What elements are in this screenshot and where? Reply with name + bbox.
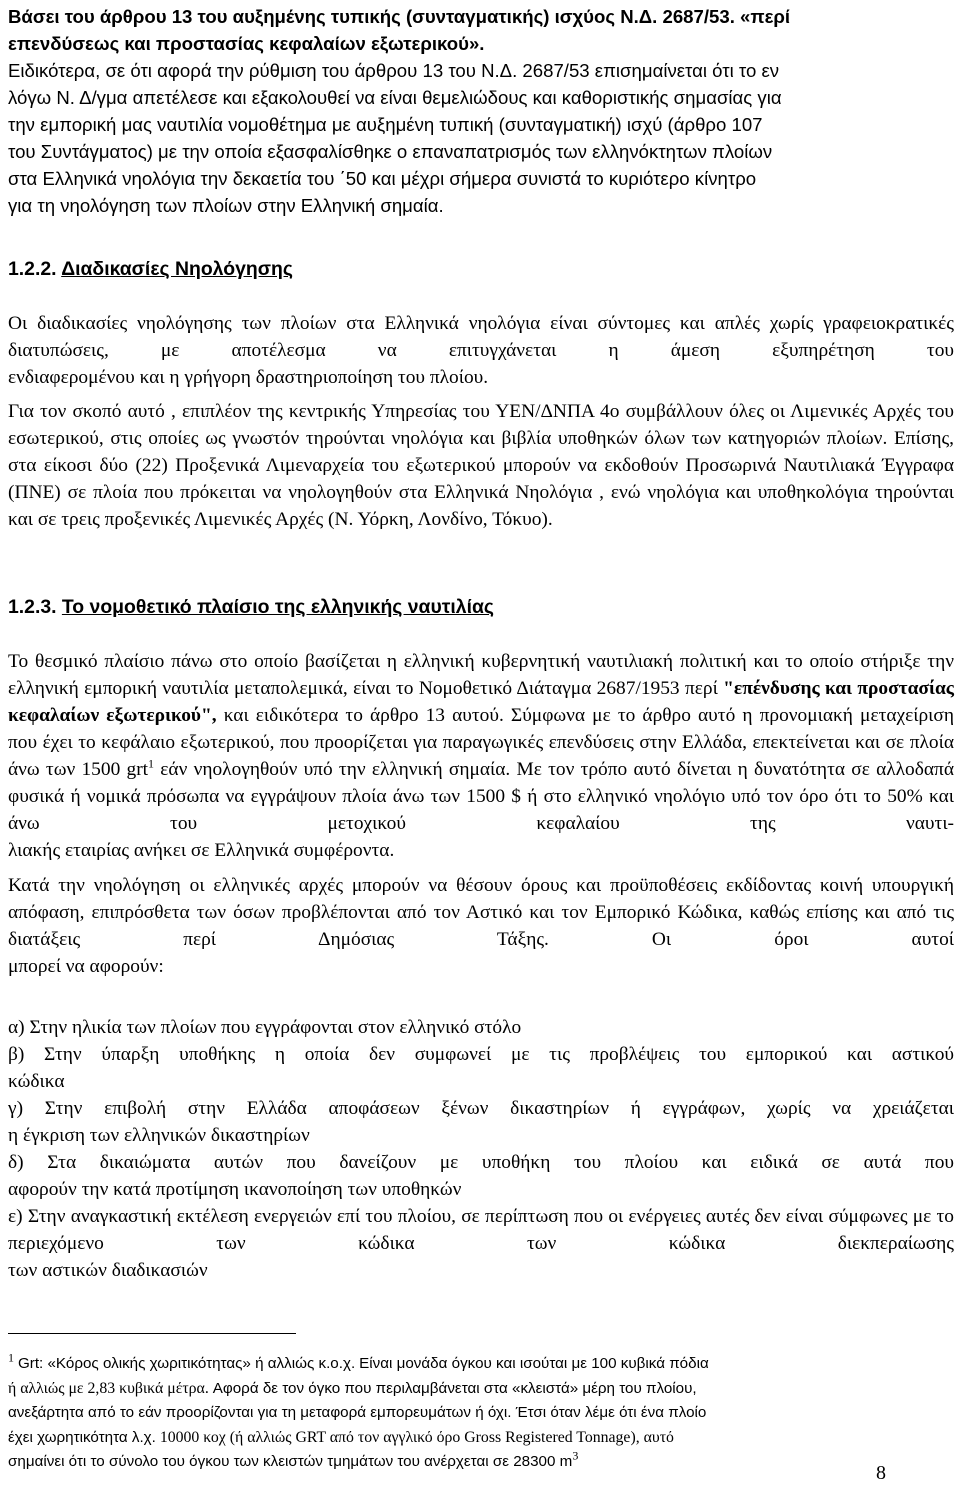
footnote-text: 10000 κοχ (ή αλλιώς GRT από τον αγγλικό όρο Gross Registered Tonnage), αυτό [159,1428,674,1446]
list-item-continuation: των αστικών διαδικασιών [8,1260,208,1281]
footnote-line [8,1450,888,1475]
paragraph-last-line: και σε τρεις προξενικές Λιμενικές Αρχές (Ν. Υόρκη, Λονδίνο, Τόκυο). [8,509,553,530]
page-number: 8 [876,1462,886,1484]
intro-line: στα Ελληνικά νηολόγια την δεκαετία του ΄50 και μέχρι σήμερα συνιστά το κυριότερο κίνητρο [8,168,757,189]
intro-line: για τη νηολόγηση των πλοίων στην Ελληνική σημαία. [8,195,444,216]
paragraph-text: Κατά την νηολόγηση οι ελληνικές αρχές μπορούν να θέσουν όρους και προϋποθέσεις εκδίδοντας κοινή υπουργική απόφαση, επιπρόσθετα των όσων προβλέπονται από τον Αστικό και τον Εμπορικό Κώδικα, καθώς επίσης και από τις διατάξεις περί Δημόσιας Τάξης. Οι όροι αυτοί [8,875,954,950]
intro-line: Βάσει του άρθρου 13 του αυξημένης τυπικής (συνταγματικής) ισχύος Ν.Δ. 2687/53. «περί [8,6,791,27]
intro-line: λόγω Ν. Δ/γμα απετέλεσε και εξακολουθεί να είναι θεμελιώδους και καθοριστικής σημασίας για [8,87,782,108]
section-title: Το νομοθετικό πλαίσιο της ελληνικής ναυτιλίας [61,596,494,618]
list-item: γ) Στην επιβολή στην Ελλάδα αποφάσεων ξένων δικαστηρίων ή εγγράφων, χωρίς να χρειάζεται [8,1098,954,1119]
intro-line: του Συντάγματος) με την οποία εξασφαλίσθηκε ο επαναπατρισμός των ελληνόκτητων πλοίων [8,141,773,162]
paragraph-last-line: ενδιαφερομένου και η γρήγορη δραστηριοποίηση του πλοίου. [8,367,489,388]
paragraph-text-part: εάν νηολογηθούν υπό την ελληνική σημαία. Με τον τρόπο αυτό δίνεται η δυνατότητα σε αλλοδαπά φυσικά ή νομικά πρόσωπα να εγγράψουν πλοία άνω των 1500 $ ή στο ελληνικό νηολόγιο υπό τον όρο ότι το 50% και άνω του μετοχικού κεφαλαίου της ναυτι- [8,759,954,834]
paragraph-text-part: και ειδικότερα το άρθρο 13 αυτού. Σύμφωνα με το άρθρο αυτό η προνομιακή μεταχείριση που έχει το κεφάλαιο εξωτερικού, που προορίζεται για παραγωγικές επενδύσεις στην Ελλάδα, επεκτείνεται και σε πλοία άνω των 1500 grt [8,705,954,780]
intro-line: επενδύσεως και προστασίας κεφαλαίων εξωτερικού». [8,33,485,54]
conditions-list [8,1014,954,1284]
superscript: 3 [572,1448,579,1463]
footnote-text: έχει χωρητικότητα λ.χ. [8,1428,156,1446]
paragraph-text-part: Το θεσμικό πλαίσιο πάνω στο οποίο βασίζεται η ελληνική κυβερνητική ναυτιλιακή πολιτική και το οποίο στήριξε την ελληνική εμπορική ναυτιλία μεταπολεμικά, είναι το Νομοθετικό Διάταγμα 2687/1953 περί [8,651,954,699]
intro-line: την εμπορική μας ναυτιλία νομοθέτημα με αυξημένη τυπική (συνταγματική) ισχύ (άρθρο 107 [8,114,763,135]
section-1-2-2-paragraph-2 [8,398,954,533]
section-1-2-3-paragraph-2 [8,872,954,980]
footnote-text: Αφορά δε τον όγκο που περιλαμβάνεται στα «κλειστά» μέρη του πλοίου, [212,1379,697,1397]
paragraph-last-line: λιακής εταιρίας ανήκει σε Ελληνικά συμφέροντα. [8,840,395,861]
list-item-continuation: η έγκριση των ελληνικών δικαστηρίων [8,1125,310,1146]
paragraph-last-line: μπορεί να αφορούν: [8,956,164,977]
list-item: α) Στην ηλικία των πλοίων που εγγράφονται στον ελληνικό στόλο [8,1017,522,1038]
section-number: 1.2.2. [8,258,57,280]
footnote-line [8,1426,888,1451]
section-title: Διαδικασίες Νηολόγησης [61,258,293,280]
paragraph-text: Οι διαδικασίες νηολόγησης των πλοίων στα Ελληνικά νηολόγια είναι σύντομες και απλές χωρίς γραφειοκρατικές διατυπώσεις, με αποτέλεσμα να επιτυγχάνεται η άμεση εξυπηρέτηση του [8,313,954,361]
list-item: ε) Στην αναγκαστική εκτέλεση ενεργειών επί του πλοίου, σε περίπτωση που οι ενέργειες αυτές δεν είναι σύμφωνες με το περιεχόμενο των κώδικα των κώδικα διεκπεραίωσης [8,1206,954,1254]
footnote-separator [8,1333,296,1334]
intro-line: Ειδικότερα, σε ότι αφορά την ρύθμιση του άρθρου 13 του Ν.Δ. 2687/53 επισημαίνεται ότι το εν [8,60,780,81]
section-number: 1.2.3. [8,596,57,618]
section-1-2-3-paragraph-1 [8,648,954,864]
section-1-2-2-paragraph-1 [8,310,954,391]
paragraph-text: Για τον σκοπό αυτό , επιπλέον της κεντρικής Υπηρεσίας του ΥΕΝ/ΔΝΠΑ 4ο συμβάλλουν όλες οι Λιμενικές Αρχές του εσωτερικού, στις οποίες ως γνωστόν τηρούνται νηολόγια και βιβλία υποθηκών όλων των κατηγοριών πλοίων. Επίσης, στα είκοσι δύο (22) Προξενικά Λιμεναρχεία του εξωτερικού μπορούν να εκδοθούν Προσωρινά Ναυτιλιακά Έγγραφα (ΠΝΕ) σε πλοία που πρόκειται να νηολογηθούν στα Ελληνικά Νηολόγια , ενώ νηολόγια και υποθηκολόγια τηρούνται [8,401,954,503]
footnote-line [8,1352,888,1377]
list-item-continuation: κώδικα [8,1071,65,1092]
footnote-text: σημαίνει ότι το σύνολο του όγκου των κλειστών τμημάτων του ανέρχεται σε 28300 m [8,1453,573,1470]
footnote-text: Grt: «Κόρος ολικής χωριτικότητας» ή αλλιώς κ.ο.χ. [17,1355,356,1372]
intro-paragraph [8,3,954,219]
footnote-reference[interactable]: 1 [148,756,155,771]
list-item: δ) Στα δικαιώματα αυτών που δανείζουν με υποθήκη του πλοίου και ειδικά σε αυτά που [8,1152,954,1173]
section-heading-1-2-2 [8,256,293,283]
list-item-continuation: αφορούν την κατά προτίμηση ικανοποίηση των υποθηκών [8,1179,462,1200]
section-heading-1-2-3 [8,594,494,621]
paragraph-text [8,648,954,837]
footnote [8,1352,888,1475]
footnote-text: ή αλλιώς με 2,83 κυβικά μέτρα. [8,1379,209,1397]
footnote-line: ανεξάρτητα από το εάν προορίζονται για τη μεταφορά εμπορευμάτων ή όχι. Έτσι όταν λέμε ότι ένα πλοίο [8,1404,707,1421]
footnote-marker: 1 [8,1350,14,1365]
bold-phrase: "επένδυσης και προστασίας κεφαλαίων εξωτερικού", [8,678,954,726]
footnote-text: Είναι μονάδα όγκου και ισούται με 100 κυβικά πόδια [359,1355,709,1372]
footnote-line [8,1377,888,1402]
list-item: β) Στην ύπαρξη υποθήκης η οποία δεν συμφωνεί με τις προβλέψεις του εμπορικού και αστικού [8,1044,954,1065]
